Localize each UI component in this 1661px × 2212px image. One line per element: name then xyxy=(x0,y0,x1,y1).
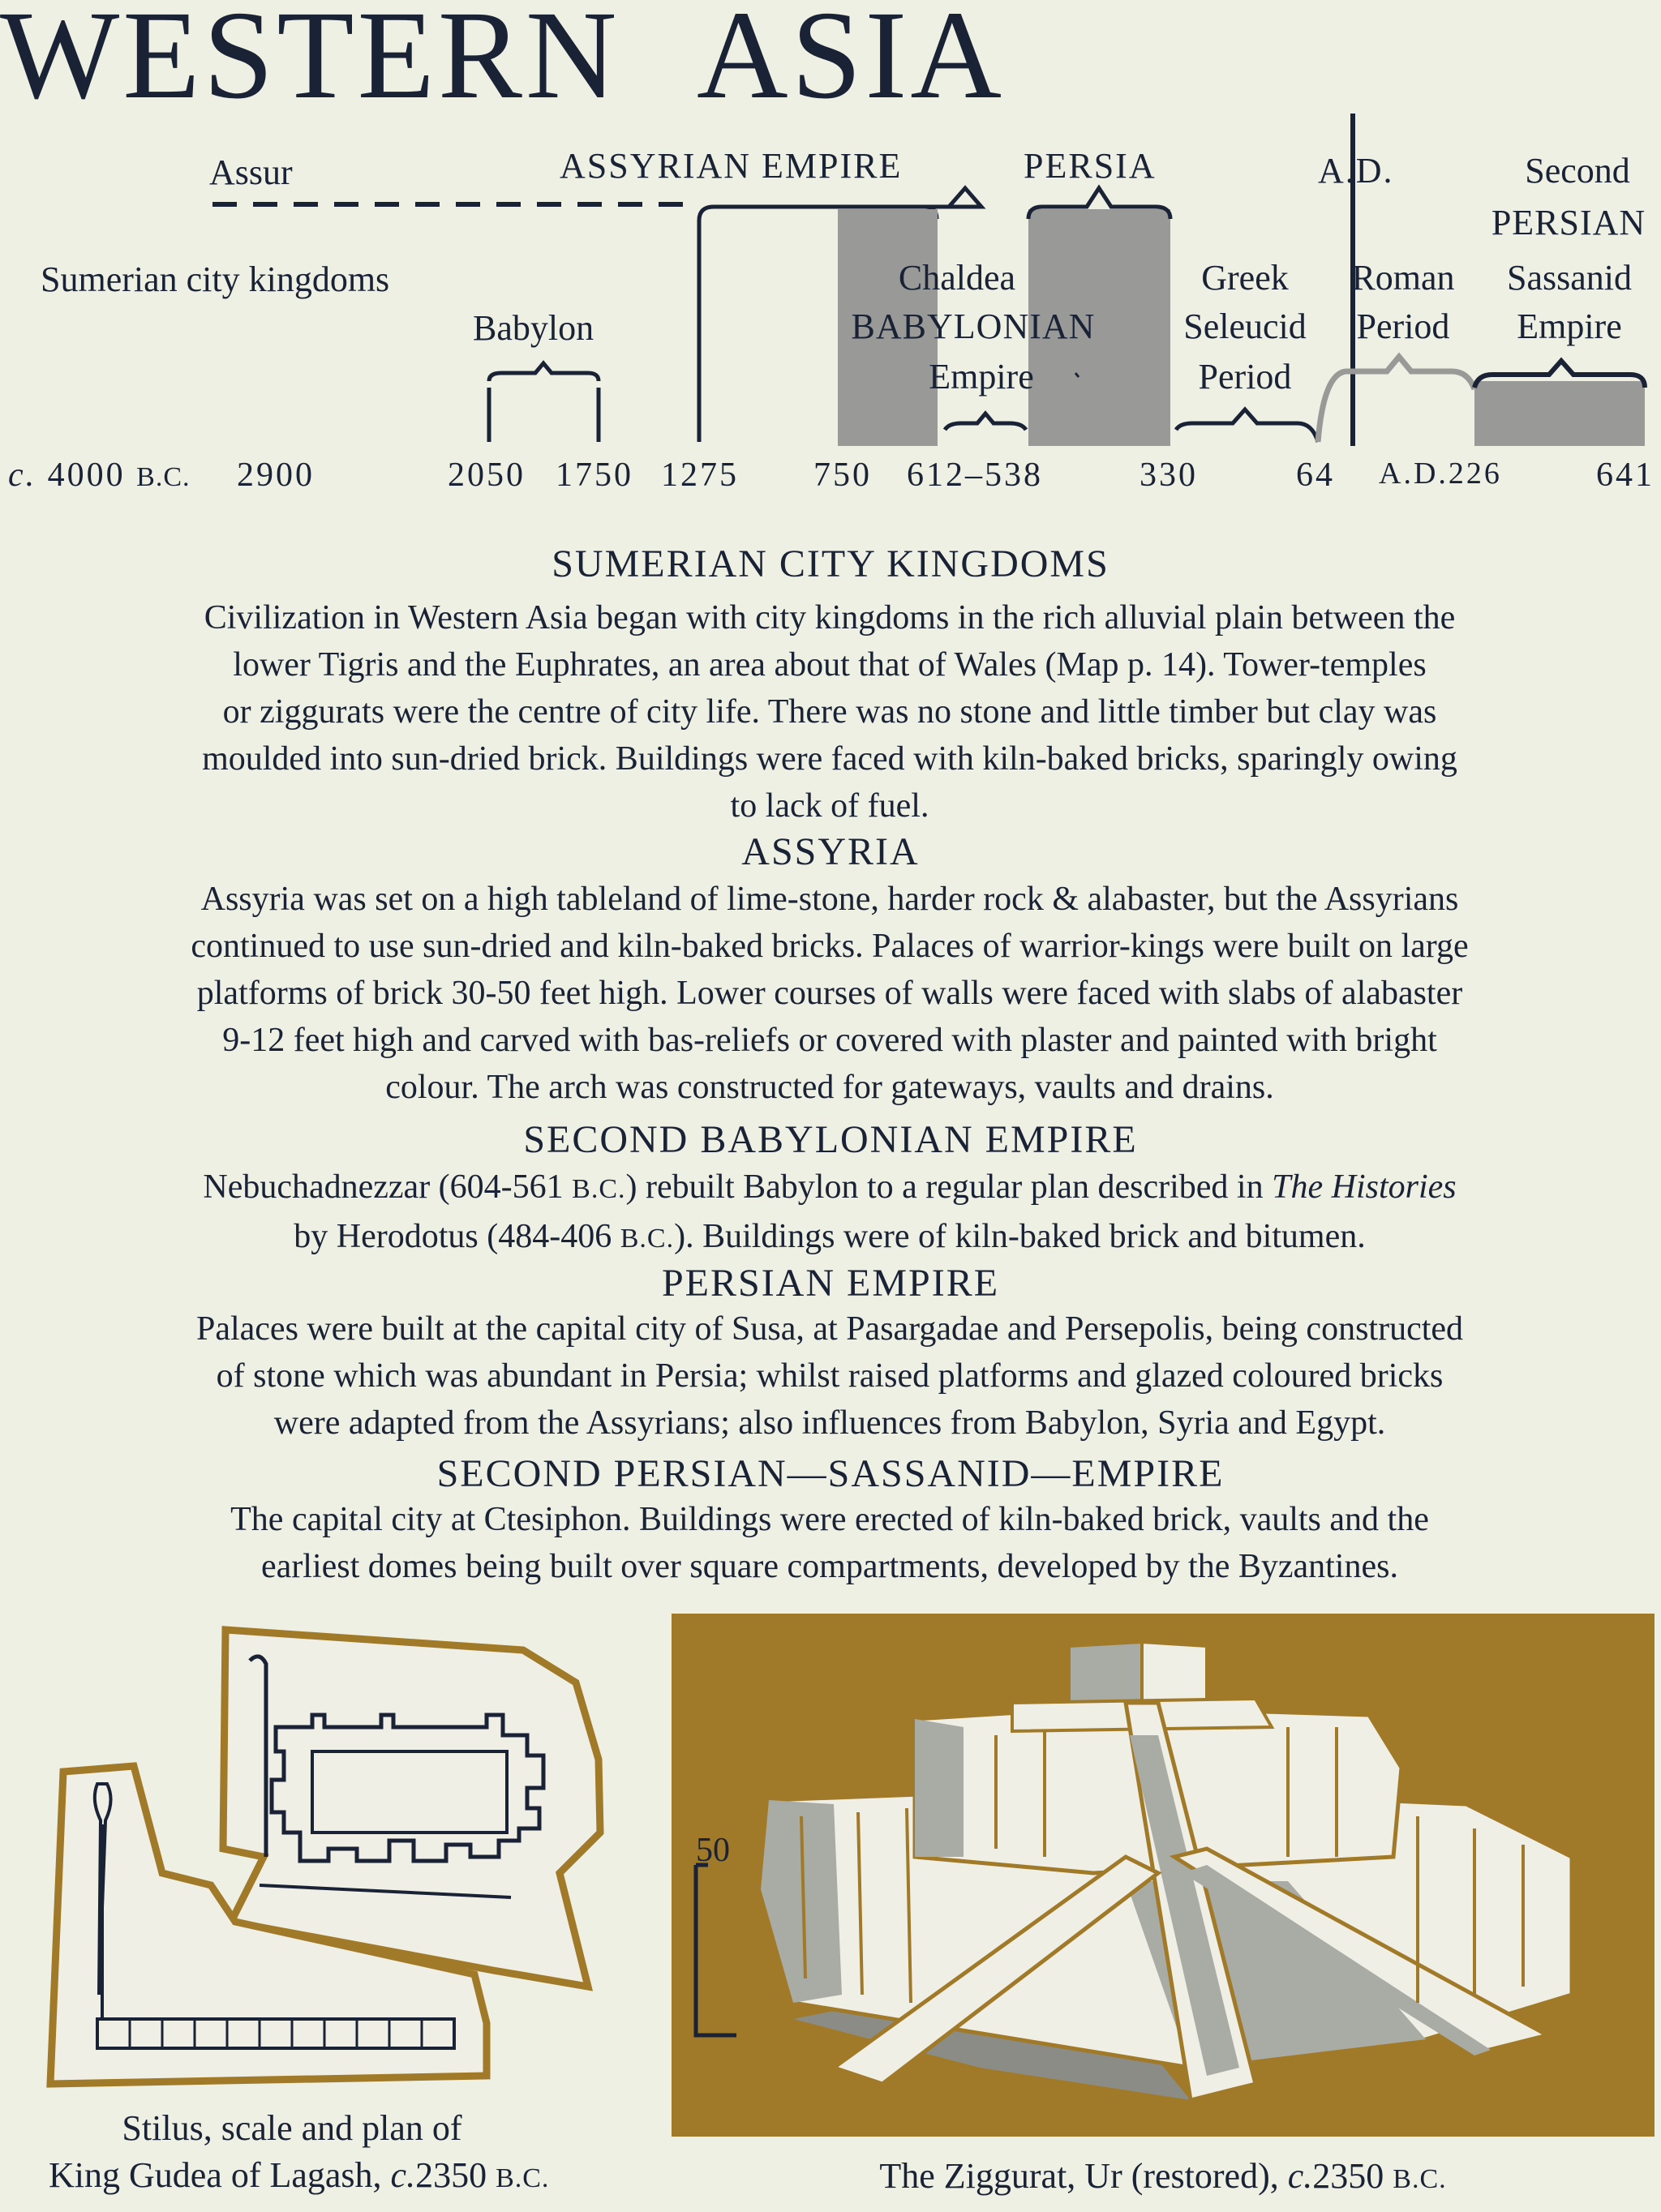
page-title: WESTERN ASIA xyxy=(0,0,1005,125)
text-line: platforms of brick 30-50 feet high. Lower courses of walls were faced with slabs of alabaster xyxy=(196,975,1463,1012)
text-line: colour. The arch was constructed for gateways, vaults and drains. xyxy=(385,1069,1274,1106)
heading-assyria: ASSYRIA xyxy=(741,830,920,873)
date-1275: 1275 xyxy=(661,457,739,494)
scale-ruler xyxy=(97,2019,454,2048)
babylon-bracket xyxy=(489,363,599,442)
text-line: moulded into sun-dried brick. Buildings were faced with kiln-baked bricks, sparingly owing xyxy=(202,740,1457,778)
text-line: or ziggurats were the centre of city life. There was no stone and little timber but clay was xyxy=(222,693,1437,731)
label-seleucid: Seleucid xyxy=(1183,307,1307,346)
text-line: to lack of fuel. xyxy=(730,787,929,825)
label-roman: Roman xyxy=(1351,258,1455,298)
caption-ziggurat: The Ziggurat, Ur (restored), c.2350 B.C. xyxy=(879,2156,1447,2196)
greek-bracket xyxy=(1176,409,1318,442)
roman-bracket xyxy=(1318,357,1474,442)
heading-persian-empire: PERSIAN EMPIRE xyxy=(661,1262,1000,1305)
label-chaldea: Chaldea xyxy=(898,258,1016,298)
text-line: The capital city at Ctesiphon. Buildings were erected of kiln-baked brick, vaults and the xyxy=(230,1501,1429,1538)
paragraph-sumerian xyxy=(6,594,1653,830)
label-babylon: Babylon xyxy=(473,308,594,348)
label-sassanid: Sassanid xyxy=(1507,258,1632,298)
label-ad: A.D. xyxy=(1318,151,1394,191)
chaldea-bracket xyxy=(945,414,1026,430)
label-persia: PERSIA xyxy=(1024,146,1157,186)
date-64: 64 xyxy=(1296,457,1335,494)
date-4000-bc: c. 4000 B.C. xyxy=(8,457,191,494)
paragraph-sassanid xyxy=(6,1496,1653,1590)
paragraph-assyria xyxy=(6,876,1653,1111)
paragraph-second-babylonian xyxy=(6,1164,1653,1262)
scale-label: 50 xyxy=(696,1832,730,1869)
label-babylonian: BABYLONIAN xyxy=(851,307,1096,346)
date-2900: 2900 xyxy=(237,457,315,494)
text-line: continued to use sun-dried and kiln-baked bricks. Palaces of warrior-kings were built on large xyxy=(191,928,1469,965)
label-assyrian-empire: ASSYRIAN EMPIRE xyxy=(560,146,903,186)
text-line: Civilization in Western Asia began with city kingdoms in the rich alluvial plain between the xyxy=(204,599,1456,637)
heading-second-babylonian-empire: SECOND BABYLONIAN EMPIRE xyxy=(523,1118,1138,1161)
date-641: 641 xyxy=(1596,457,1655,494)
date-1750: 1750 xyxy=(556,457,633,494)
ziggurat-shrine xyxy=(1069,1642,1142,1707)
paragraph-persian xyxy=(6,1305,1653,1447)
text-line: earliest domes being built over square compartments, developed by the Byzantines. xyxy=(261,1548,1398,1585)
gudea-plan-illustration xyxy=(32,1614,624,2116)
label-babylonian-empire: Empire xyxy=(929,357,1034,397)
label-seleucid-period: Period xyxy=(1198,357,1292,397)
label-assur: Assur xyxy=(209,152,293,192)
label-roman-period: Period xyxy=(1356,307,1450,346)
text-line: Palaces were built at the capital city of Susa, at Pasargadae and Persepolis, being constructed xyxy=(195,1310,1464,1348)
text-line: lower Tigris and the Euphrates, an area about that of Wales (Map p. 14). Tower-temples xyxy=(233,646,1427,684)
heading-sumerian-city-kingdoms: SUMERIAN CITY KINGDOMS xyxy=(552,542,1109,585)
date-612-538: 612–538 xyxy=(907,457,1043,494)
text-line: Nebuchadnezzar (604-561 B.C.) rebuilt Babylon to a regular plan described in The Histories xyxy=(203,1168,1457,1206)
label-greek: Greek xyxy=(1201,258,1289,298)
label-sumerian-city-kingdoms: Sumerian city kingdoms xyxy=(41,259,390,299)
caption-gudea: Stilus, scale and plan of King Gudea of Lagash, c.2350 B.C. xyxy=(49,2108,550,2195)
text-line: were adapted from the Assyrians; also influences from Babylon, Syria and Egypt. xyxy=(273,1404,1386,1442)
ziggurat-illustration xyxy=(672,1614,1655,2137)
date-2050: 2050 xyxy=(448,457,526,494)
sassanid-bar xyxy=(1474,381,1645,446)
date-330: 330 xyxy=(1140,457,1198,494)
heading-second-persian-sassanid-empire: SECOND PERSIAN—SASSANID—EMPIRE xyxy=(436,1452,1225,1495)
text-line: 9-12 feet high and carved with bas-reliefs or covered with plaster and painted with bright xyxy=(222,1022,1437,1059)
text-line: of stone which was abundant in Persia; whilst raised platforms and glazed coloured bricks xyxy=(216,1357,1444,1395)
label-sassanid-empire: Empire xyxy=(1517,307,1622,346)
date-750: 750 xyxy=(813,457,872,494)
label-persian: PERSIAN xyxy=(1491,203,1646,242)
date-ad-226: A.D.226 xyxy=(1379,457,1502,491)
text-line: by Herodotus (484-406 B.C.). Buildings were of kiln-baked brick and bitumen. xyxy=(294,1218,1366,1255)
text-line: Assyria was set on a high tableland of lime-stone, harder rock & alabaster, but the Assyrians xyxy=(200,881,1459,918)
label-second: Second xyxy=(1525,151,1630,191)
